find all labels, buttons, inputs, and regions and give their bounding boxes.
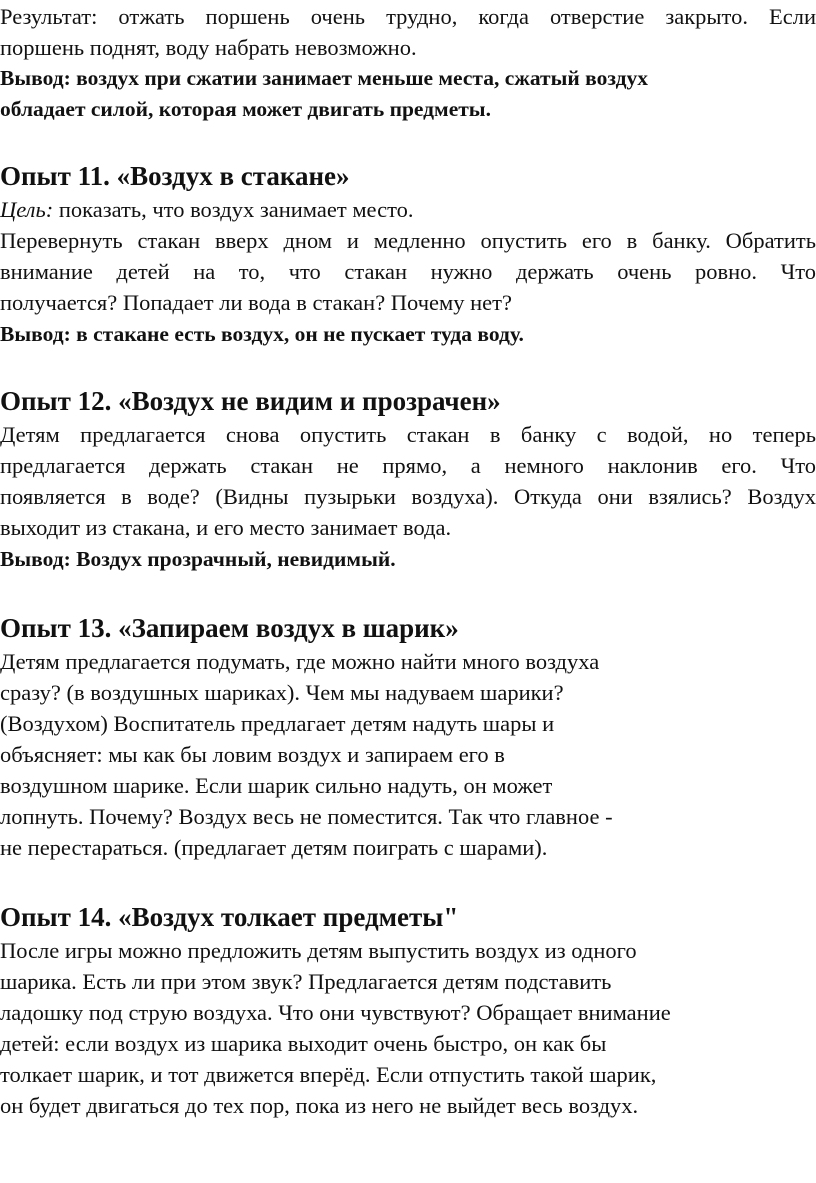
body-line: сразу? (в воздушных шариках). Чем мы надуваем шарики? <box>0 680 564 705</box>
conclusion-line: обладает силой, которая может двигать предметы. <box>0 97 491 121</box>
exp14-title: Опыт 14. «Воздух толкает предметы" <box>0 902 459 932</box>
result-line: Результат: отжать поршень очень трудно, когда отверстие закрыто. Если <box>0 4 816 29</box>
exp13-body <box>0 646 816 863</box>
body-line: Детям предлагается снова опустить стакан в банку с водой, но теперь <box>0 422 816 447</box>
body-line: объясняет: мы как бы ловим воздух и запираем его в <box>0 742 505 767</box>
exp11-goal <box>0 194 816 225</box>
body-line: лопнуть. Почему? Воздух весь не поместится. Так что главное - <box>0 804 613 829</box>
body-line: Детям предлагается подумать, где можно найти много воздуха <box>0 649 600 674</box>
body-line: толкает шарик, и тот движется вперёд. Если отпустить такой шарик, <box>0 1062 657 1087</box>
exp11-conclusion: Вывод: в стакане есть воздух, он не пускает туда воду. <box>0 322 524 346</box>
body-line: он будет двигаться до тех пор, пока из него не выйдет весь воздух. <box>0 1093 639 1118</box>
body-line: воздушном шарике. Если шарик сильно надуть, он может <box>0 773 553 798</box>
body-line: детей: если воздух из шарика выходит очень быстро, он как бы <box>0 1031 607 1056</box>
exp13-title: Опыт 13. «Запираем воздух в шарик» <box>0 613 459 643</box>
body-line: внимание детей на то, что стакан нужно держать очень ровно. Что <box>0 259 816 284</box>
exp14-body <box>0 935 816 1121</box>
body-line: (Воздухом) Воспитатель предлагает детям надуть шары и <box>0 711 555 736</box>
body-line: появляется в воде? (Видны пузырьки воздуха). Откуда они взялись? Воздух <box>0 484 816 509</box>
exp11-body <box>0 225 816 318</box>
body-line: не перестараться. (предлагает детям поиграть с шарами). <box>0 835 548 860</box>
conclusion-line: Вывод: воздух при сжатии занимает меньше места, сжатый воздух <box>0 66 648 90</box>
goal-label: Цель: <box>0 197 54 222</box>
exp12-body <box>0 419 816 543</box>
exp11-title: Опыт 11. «Воздух в стакане» <box>0 161 350 191</box>
body-line: предлагается держать стакан не прямо, а немного наклонив его. Что <box>0 453 816 478</box>
intro-conclusion <box>0 63 816 125</box>
body-line: выходит из стакана, и его место занимает вода. <box>0 515 452 540</box>
exp12-conclusion: Вывод: Воздух прозрачный, невидимый. <box>0 547 396 571</box>
result-paragraph <box>0 1 816 63</box>
body-line: ладошку под струю воздуха. Что они чувствуют? Обращает внимание <box>0 1000 671 1025</box>
result-line: поршень поднят, воду набрать невозможно. <box>0 35 417 60</box>
body-line: шарика. Есть ли при этом звук? Предлагается детям подставить <box>0 969 612 994</box>
body-line: Перевернуть стакан вверх дном и медленно опустить его в банку. Обратить <box>0 228 816 253</box>
body-line: После игры можно предложить детям выпустить воздух из одного <box>0 938 637 963</box>
exp12-title: Опыт 12. «Воздух не видим и прозрачен» <box>0 386 501 416</box>
goal-text: показать, что воздух занимает место. <box>53 197 414 222</box>
body-line: получается? Попадает ли вода в стакан? Почему нет? <box>0 290 512 315</box>
